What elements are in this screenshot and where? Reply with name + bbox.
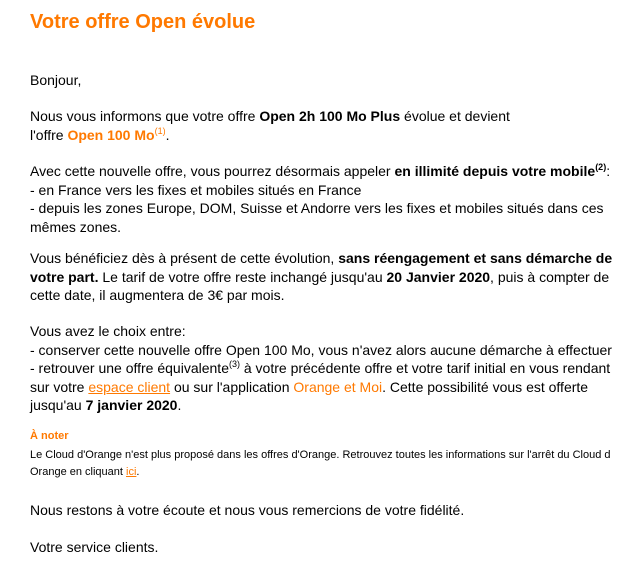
- paragraph-choices: [30, 322, 622, 415]
- text: évolue et devient: [400, 108, 510, 124]
- list-item: - depuis les zones Europe, DOM, Suisse et Andorre vers les fixes et mobiles situés dans ces: [30, 200, 604, 216]
- note-body: [30, 447, 622, 481]
- paragraph-unlimited-calls: [30, 162, 622, 236]
- greeting: Bonjour,: [30, 72, 82, 88]
- list-item: - en France vers les fixes et mobiles situés en France: [30, 181, 362, 198]
- orange-et-moi-link[interactable]: Orange et Moi: [293, 378, 383, 395]
- date: 7 janvier 2020: [85, 397, 178, 413]
- note-title: À noter: [30, 430, 69, 442]
- text: .: [177, 397, 182, 413]
- text: , puis à compter de: [490, 268, 610, 285]
- text: Nous vous informons que votre offre: [30, 108, 260, 124]
- new-offer-name: Open 100 Mo: [67, 126, 155, 143]
- paragraph-offer-change: [30, 107, 622, 144]
- note-text: Orange en cliquant: [30, 466, 127, 478]
- text: Le tarif de votre offre reste inchangé jusqu'au: [98, 268, 387, 285]
- highlight: sans réengagement et sans démarche de: [338, 250, 613, 266]
- text: à votre précédente offre et votre tarif initial en vous rendant: [239, 360, 611, 376]
- list-item: mêmes zones.: [30, 218, 122, 235]
- paragraph-pricing: [30, 249, 622, 305]
- text: Vous avez le choix entre:: [30, 323, 186, 339]
- text: l'offre: [30, 126, 68, 143]
- cloud-info-link[interactable]: ici: [126, 466, 137, 478]
- email-title: Votre offre Open évolue: [30, 11, 256, 33]
- closing-text: Nous restons à votre écoute et nous vous remercions de votre fidélité.: [30, 502, 465, 518]
- signature: Votre service clients.: [30, 539, 159, 555]
- date: 20 Janvier 2020: [386, 268, 491, 285]
- highlight: en illimité depuis votre mobile: [394, 163, 596, 179]
- footnote-ref: (2): [595, 162, 607, 172]
- text: Vous bénéficiez dès à présent de cette évolution,: [30, 250, 339, 266]
- highlight: votre part.: [30, 268, 99, 285]
- text: Avec cette nouvelle offre, vous pourrez désormais appeler: [30, 163, 395, 179]
- text: . Cette possibilité vous est offerte: [382, 378, 589, 395]
- footnote-ref: (1): [154, 125, 166, 136]
- footnote-ref: (3): [228, 359, 240, 369]
- espace-client-link[interactable]: espace client: [88, 378, 171, 395]
- text: - retrouver une offre équivalente: [30, 360, 229, 376]
- note-text: .: [136, 466, 140, 478]
- list-item: - conserver cette nouvelle offre Open 100 Mo, vous n'avez alors aucune démarche à effectuer: [30, 341, 612, 358]
- text: jusqu'au: [30, 397, 86, 413]
- text: sur votre: [30, 378, 89, 395]
- text: cette date, il augmentera de 3€ par mois.: [30, 287, 285, 303]
- text: :: [606, 163, 611, 179]
- text: ou sur l'application: [170, 378, 294, 395]
- note-text: Le Cloud d'Orange n'est plus proposé dans les offres d'Orange. Retrouvez toutes les informations sur l'arrêt du Cloud d: [30, 449, 611, 461]
- old-offer-name: Open 2h 100 Mo Plus: [259, 108, 401, 124]
- text: .: [165, 126, 170, 143]
